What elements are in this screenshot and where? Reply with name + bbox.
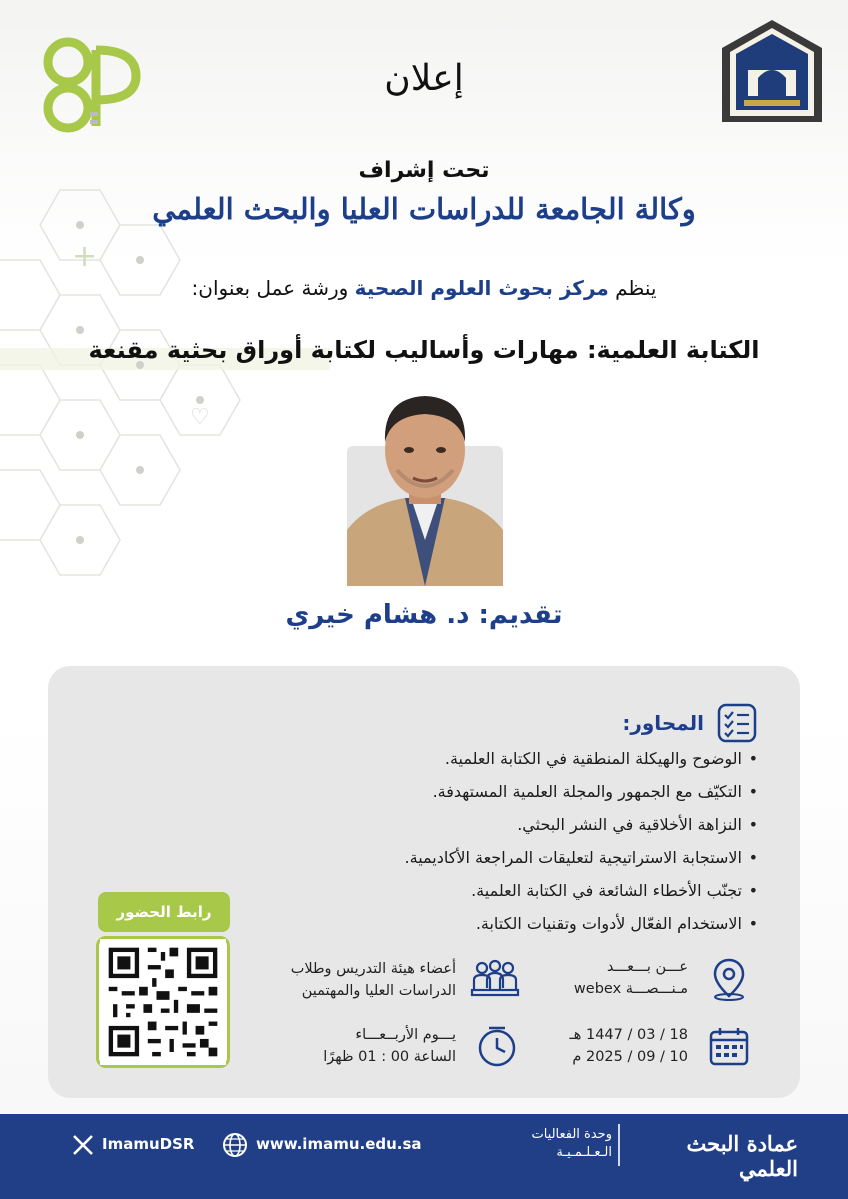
- svg-text:+: +: [72, 239, 98, 274]
- checklist-icon: [716, 702, 758, 744]
- audience-line1: أعضاء هيئة التدريس وطلاب: [290, 961, 456, 977]
- event-day: يـــوم الأربــعـــاء: [355, 1027, 456, 1043]
- footer-divider: [618, 1124, 620, 1166]
- hijri-date: 18 / 03 / 1447 هـ: [569, 1027, 688, 1043]
- list-item: • الاستجابة الاستراتيجية لتعليقات المراجعة الأكاديمية.: [238, 841, 758, 874]
- mode-line2: مـنـــصـــة webex: [573, 981, 688, 997]
- globe-icon: [222, 1132, 248, 1158]
- mode-line1: عـــن بـــعـــد: [606, 959, 688, 975]
- attendance-label: رابط الحضور: [98, 892, 230, 932]
- gregorian-date: 10 / 09 / 2025 م: [572, 1049, 688, 1065]
- list-item: • تجنّب الأخطاء الشائعة في الكتابة العلمية.: [238, 874, 758, 907]
- list-item: • الوضوح والهيكلة المنطقية في الكتابة العلمية.: [238, 742, 758, 775]
- qr-code-icon: [99, 939, 227, 1065]
- location-pin-icon: [706, 956, 752, 1002]
- event-time: الساعة 00 : 01 ظهرًا: [323, 1049, 456, 1065]
- events-unit-line1: وحدة الفعاليات: [531, 1127, 612, 1142]
- attendance-qr-code[interactable]: [96, 936, 230, 1068]
- supervision-label: تحت إشراف: [358, 158, 490, 183]
- axes-title: المحاور:: [622, 711, 704, 735]
- time-info: [286, 1024, 456, 1068]
- presenter-photo: [347, 380, 503, 586]
- website-link[interactable]: www.imamu.edu.sa: [256, 1135, 422, 1153]
- axes-header: [498, 702, 758, 744]
- twitter-handle[interactable]: ImamuDSR: [102, 1135, 195, 1153]
- audience-group-icon: [470, 958, 520, 1002]
- agency-name: وكالة الجامعة للدراسات العليا والبحث العلمي: [152, 192, 696, 226]
- date-info: [518, 1024, 688, 1068]
- x-logo-icon[interactable]: [72, 1134, 94, 1156]
- events-unit: [500, 1126, 612, 1162]
- deanship-name: عمادة البحث العلمي: [686, 1131, 798, 1181]
- audience-line2: الدراسات العليا والمهتمين: [301, 983, 456, 999]
- workshop-title: الكتابة العلمية: مهارات وأساليب لكتابة أوراق بحثية مقنعة: [88, 336, 760, 364]
- announcement-heading: إعلان: [384, 58, 464, 99]
- list-item: • النزاهة الأخلاقية في النشر البحثي.: [238, 808, 758, 841]
- events-unit-line2: الـعـلـمـيـة: [556, 1145, 612, 1160]
- organizer-center: مركز بحوث العلوم الصحية: [354, 276, 609, 300]
- topics-list: [238, 742, 758, 940]
- list-item: • الاستخدام الفعّال لأدوات وتقنيات الكتابة.: [238, 907, 758, 940]
- audience-info: [256, 958, 456, 1002]
- list-item: • التكيّف مع الجمهور والمجلة العلمية المستهدفة.: [238, 775, 758, 808]
- organizer-line: [0, 276, 848, 300]
- organizer-suffix: ورشة عمل بعنوان:: [191, 276, 349, 300]
- svg-text:♡: ♡: [190, 405, 210, 430]
- presenter-name: تقديم: د. هشام خيري: [285, 600, 563, 630]
- calendar-icon: [706, 1024, 752, 1070]
- mode-info: [538, 956, 688, 1000]
- hexagon-pattern-decoration: [0, 170, 330, 610]
- organizer-prefix: ينظم: [615, 276, 657, 300]
- clock-icon: [474, 1024, 520, 1070]
